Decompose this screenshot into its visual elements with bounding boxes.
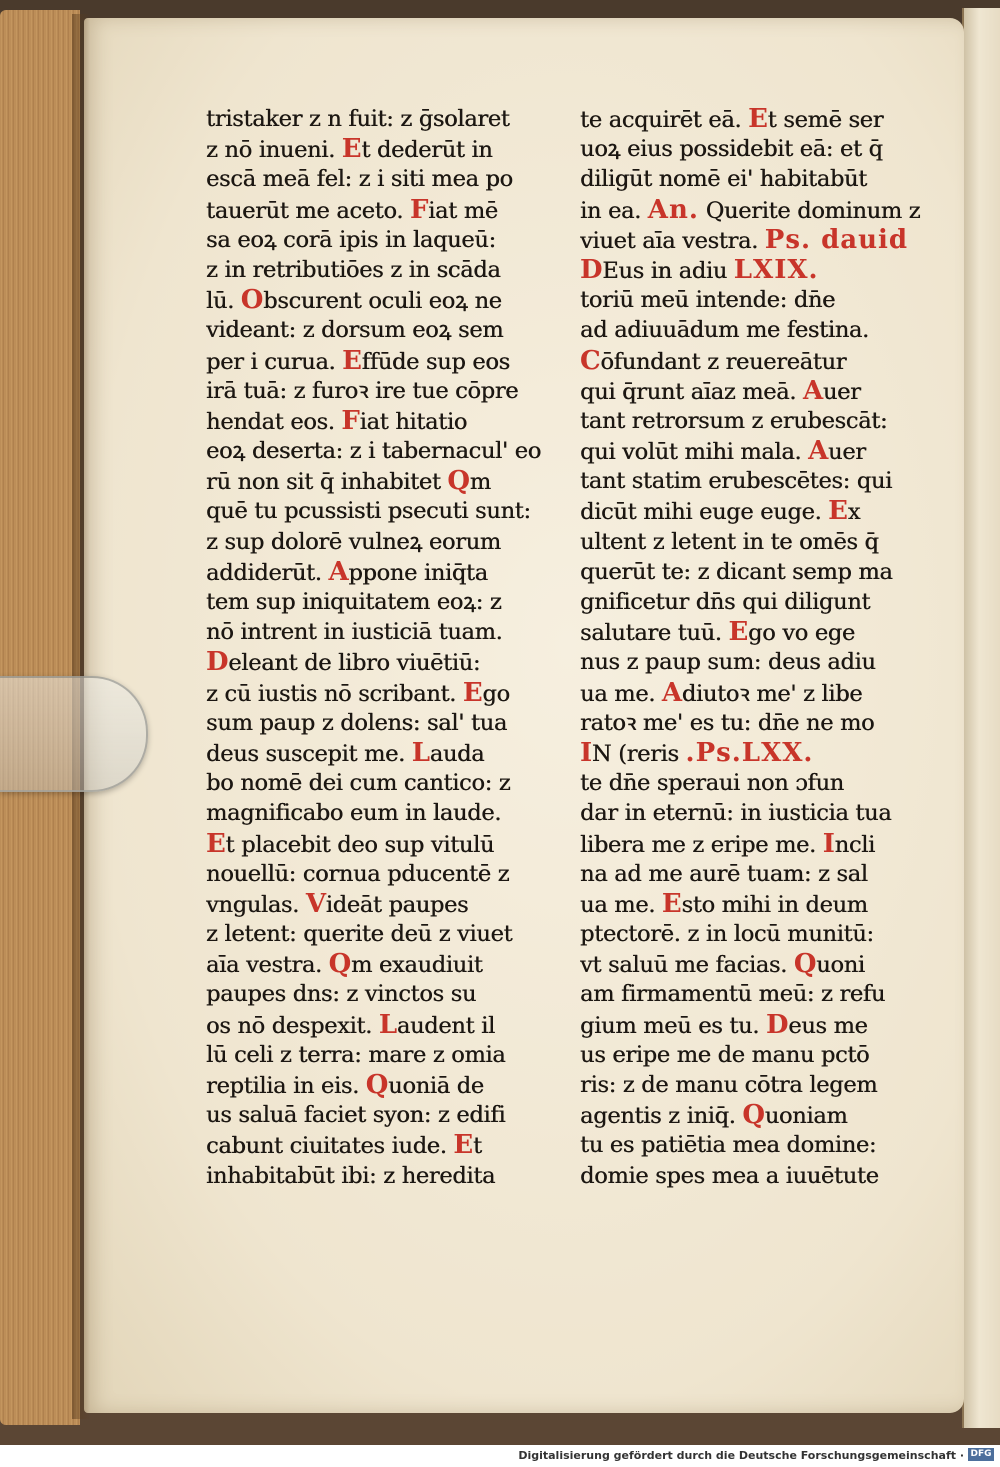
rubric-initial: D: [765, 1009, 789, 1040]
text-line: irā tuā: z furoꝛ ire tue cōpre: [206, 377, 519, 404]
text-line: nouellū: cornua pducentē z: [206, 860, 510, 887]
text-line: eoꝝ deserta: z i tabernacul' eo: [206, 438, 541, 465]
rubric-heading: LXIX.: [733, 254, 819, 285]
rubric-initial: C: [580, 345, 601, 376]
text-line: paupes dns: z vinctos su: [206, 981, 477, 1008]
rubric-initial: I: [822, 828, 835, 859]
text-line: tant retrorsum z erubescāt:: [580, 407, 888, 434]
facing-page-edge: [962, 8, 1000, 1428]
text-line: ratoꝛ me' es tu: dn̄e ne mo: [580, 709, 875, 736]
text-line: qui volūt mihi mala. Auer: [580, 436, 866, 467]
text-line: reptilia in eis. Quoniā de: [206, 1070, 484, 1100]
text-line: qui q̄runt aīaz meā. Auer: [580, 375, 861, 406]
footer-credit: Digitalisierung gefördert durch die Deutsche Forschungsgemeinschaft ·: [518, 1449, 964, 1462]
text-line: vngulas. Videāt paupes: [206, 888, 469, 919]
rubric-initial: D: [580, 254, 603, 285]
rubric-initial: A: [802, 375, 823, 406]
text-line: ultent z letent in te omēs q̄: [580, 528, 879, 555]
text-line: gium meū es tu. Deus me: [580, 1009, 868, 1040]
text-line: in ea. An. Querite dominum z: [580, 194, 921, 225]
rubric-initial: V: [305, 888, 326, 919]
text-line: bo nomē dei cum cantico: z: [206, 770, 511, 797]
page-clip: [0, 676, 148, 792]
rubric-initial: E: [748, 104, 768, 134]
text-line: aīa vestra. Qm exaudiuit: [206, 949, 483, 980]
dfg-logo: DFG: [968, 1448, 994, 1461]
text-line: te dn̄e speraui non ɔfun: [580, 770, 844, 797]
text-line: z sup dolorē vulneꝝ eorum: [206, 528, 501, 555]
rubric-initial: O: [240, 285, 264, 316]
text-line: ptectorē. z in locū munitū:: [580, 921, 874, 948]
text-line: nō intrent in iusticiā tuam.: [206, 619, 503, 646]
rubric-initial: E: [206, 828, 226, 859]
text-line: videant: z dorsum eoꝝ sem: [206, 317, 504, 344]
text-line: Deleant de libro viuētiū:: [206, 647, 481, 678]
rubric-initial: Q: [742, 1100, 765, 1131]
text-line: tem sup iniquitatem eoꝝ: z: [206, 589, 502, 615]
text-line: escā meā fel: z i siti mea po: [206, 166, 513, 193]
text-line: am firmamentū meū: z refu: [580, 981, 886, 1008]
rubric-heading: An.: [647, 194, 699, 225]
text-line: dar in eternū: in iusticia tua: [580, 800, 892, 827]
text-line: magnificabo eum in laude.: [206, 800, 502, 827]
text-line: z cū iustis nō scribant. Ego: [206, 677, 510, 708]
text-line: tant statim erubescētes: qui: [580, 468, 892, 495]
text-line: z letent: querite deū z viuet: [206, 921, 513, 948]
rubric-initial: Q: [328, 949, 352, 980]
rubric-heading: Ps. dauid: [764, 224, 909, 255]
text-line: ad adiuuādum me festina.: [580, 317, 869, 344]
text-line: lū celi z terra: mare z omia: [206, 1041, 506, 1068]
text-line: ris: z de manu cōtra legem: [580, 1072, 878, 1098]
rubric-initial: D: [206, 647, 229, 678]
text-line: uoꝝ eius possidebit eā: et q̄: [580, 136, 883, 163]
text-line: tauerūt me aceto. Fiat mē: [206, 194, 498, 225]
text-line: cabunt ciuitates iude. Et: [206, 1130, 482, 1161]
rubric-initial: A: [661, 677, 682, 708]
text-line: IN (reris .Ps.LXX.: [580, 737, 814, 768]
text-line: nus z paup sum: deus adiu: [580, 649, 876, 676]
text-line: tu es patiētia mea domine:: [580, 1132, 877, 1159]
text-line: agentis z iniq̄. Quoniam: [580, 1100, 848, 1131]
rubric-initial: I: [580, 737, 592, 768]
text-line: hendat eos. Fiat hitatio: [206, 405, 468, 436]
text-line: toriū meū intende: dn̄e: [580, 287, 836, 314]
text-line: inhabitabūt ibi: z heredita: [206, 1162, 496, 1189]
text-line: vt saluū me facias. Quoni: [580, 949, 865, 980]
rubric-initial: E: [342, 345, 362, 376]
text-line: ua me. Esto mihi in deum: [580, 888, 868, 919]
text-line: ua me. Adiutoꝛ me' z libe: [580, 677, 863, 708]
rubric-initial: E: [661, 888, 682, 919]
text-line: os nō despexit. Laudent il: [206, 1009, 495, 1040]
rubric-initial: F: [409, 194, 429, 225]
text-line: diligūt nomē ei' habitabūt: [580, 166, 867, 193]
rubric-initial: E: [728, 617, 748, 648]
text-line: querūt te: z dicant semp ma: [580, 558, 893, 585]
rubric-heading: .Ps.LXX.: [685, 737, 814, 768]
right-text-column: [580, 104, 928, 1191]
text-line: rū non sit q̄ inhabitet Qm: [206, 466, 491, 497]
text-line: per i curua. Effūde sup eos: [206, 345, 510, 376]
rubric-initial: E: [453, 1130, 473, 1161]
text-line: tristaker z n fuit: z ḡsolaret: [206, 106, 510, 132]
text-line: z nō inueni. Et dederūt in: [206, 134, 493, 165]
text-line: viuet aīa vestra. Ps. dauid: [580, 224, 909, 255]
text-line: us saluā faciet syon: z edifi: [206, 1102, 506, 1129]
text-line: Cōfundant z reuereātur: [580, 345, 847, 376]
text-line: domie spes mea a iuuētute: [580, 1162, 879, 1189]
text-line: z in retributiōes z in scāda: [206, 256, 501, 283]
rubric-initial: L: [378, 1009, 397, 1040]
text-line: libera me z eripe me. Incli: [580, 828, 875, 859]
text-line: dicūt mihi euge euge. Ex: [580, 496, 861, 527]
text-line: na ad me aurē tuam: z sal: [580, 860, 868, 887]
rubric-initial: E: [828, 496, 848, 527]
text-line: Et placebit deo sup vitulū: [206, 828, 495, 859]
text-line: te acquirēt eā. Et semē ser: [580, 104, 884, 134]
rubric-initial: Q: [793, 949, 817, 980]
text-line: salutare tuū. Ego vo ege: [580, 617, 855, 648]
text-line: lū. Obscurent oculi eoꝝ ne: [206, 285, 502, 316]
text-line: gnificetur dn̄s qui diligunt: [580, 589, 871, 615]
text-line: sa eoꝝ corā ipis in laqueū:: [206, 226, 496, 253]
rubric-initial: Q: [365, 1070, 389, 1100]
text-line: addiderūt. Appone iniq̄ta: [206, 556, 488, 587]
rubric-initial: A: [808, 436, 828, 467]
text-line: quē tu pcussisti psecuti sunt:: [206, 498, 531, 525]
text-line: us eripe me de manu pctō: [580, 1041, 870, 1068]
rubric-initial: E: [341, 134, 362, 165]
rubric-initial: L: [411, 737, 430, 768]
rubric-initial: Q: [447, 466, 470, 497]
text-line: sum paup z dolens: sal' tua: [206, 709, 507, 736]
text-line: deus suscepit me. Lauda: [206, 737, 485, 768]
rubric-initial: A: [328, 556, 349, 587]
text-line: DEus in adiu LXIX.: [580, 254, 819, 285]
rubric-initial: E: [462, 677, 483, 708]
rubric-initial: F: [341, 405, 360, 436]
left-text-column: [206, 104, 556, 1191]
